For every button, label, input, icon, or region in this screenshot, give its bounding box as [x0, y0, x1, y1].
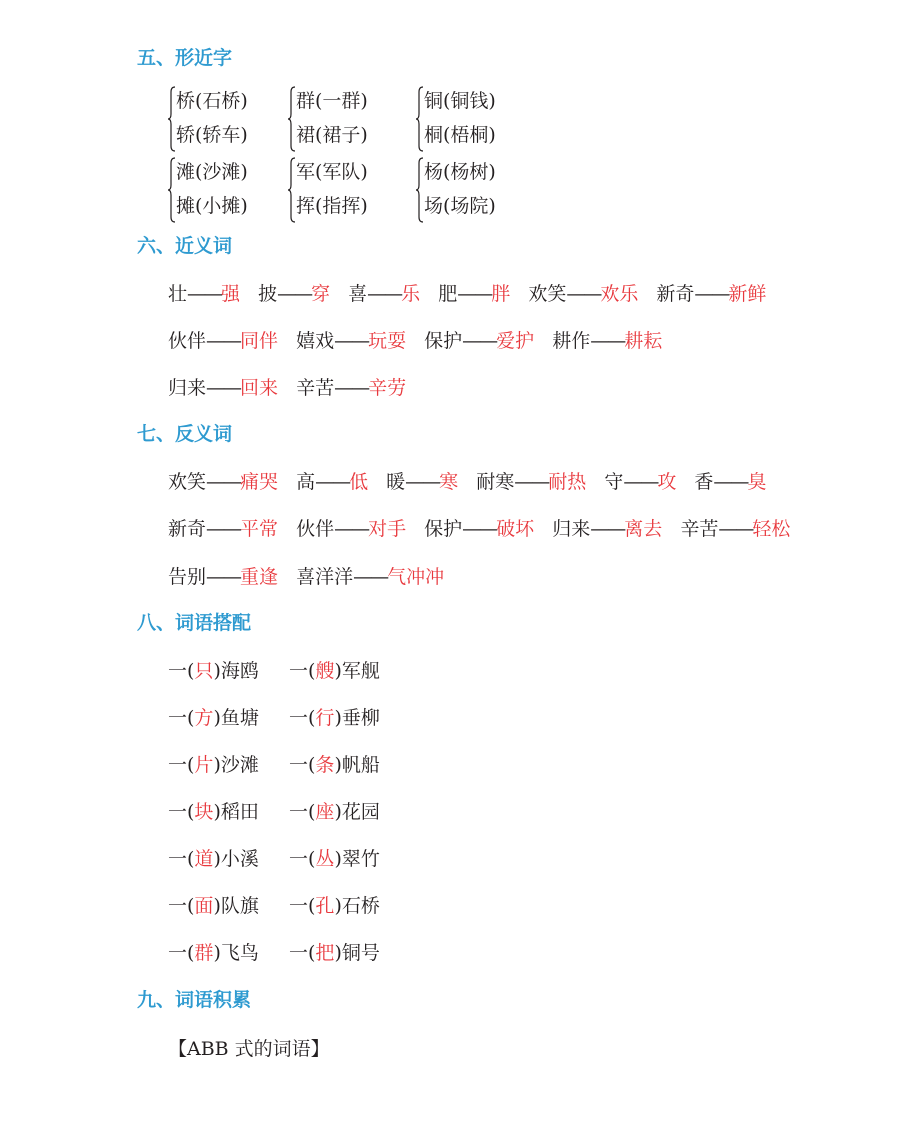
measure-phrase: 一(行)垂柳 — [289, 707, 380, 729]
answer: 胖 — [491, 283, 511, 305]
answer: 玩耍 — [368, 330, 407, 352]
matching-row — [168, 940, 380, 966]
answer: 片 — [194, 754, 214, 776]
word-pair: 欢笑——欢乐 — [528, 283, 639, 305]
answer: 气冲冲 — [387, 566, 445, 588]
bracket-icon — [416, 157, 424, 223]
measure-phrase: 一(面)队旗 — [168, 895, 259, 917]
answer: 欢乐 — [600, 283, 639, 305]
word-pair: 嬉戏——玩耍 — [296, 330, 407, 352]
synonym-row — [168, 281, 766, 307]
answer: 寒 — [439, 471, 459, 493]
measure-phrase: 一(孔)石桥 — [289, 895, 380, 917]
answer: 耕耘 — [624, 330, 663, 352]
answer: 爱护 — [496, 330, 535, 352]
answer: 辛劳 — [368, 377, 407, 399]
antonym-row — [168, 516, 790, 542]
section-title-similar-chars: 五、形近字 — [137, 47, 233, 69]
answer: 块 — [194, 801, 214, 823]
word-pair: 香——臭 — [694, 471, 767, 493]
answer: 耐热 — [548, 471, 587, 493]
answer: 平常 — [240, 518, 279, 540]
word-pair: 守——攻 — [604, 471, 677, 493]
measure-phrase: 一(只)海鸥 — [168, 660, 259, 682]
answer: 道 — [194, 848, 214, 870]
word-pair: 披——穿 — [258, 283, 331, 305]
synonym-row — [168, 328, 662, 354]
matching-row — [168, 799, 380, 825]
abb-subtitle: 【ABB 式的词语】 — [168, 1038, 330, 1060]
answer: 孔 — [315, 895, 335, 917]
similar-char-item: 杨(杨树) — [424, 161, 496, 183]
similar-char-item: 挥(指挥) — [296, 195, 368, 217]
similar-char-item: 群(一群) — [296, 90, 368, 112]
measure-phrase: 一(座)花园 — [289, 801, 380, 823]
measure-phrase: 一(群)飞鸟 — [168, 942, 259, 964]
word-pair: 归来——回来 — [168, 377, 279, 399]
answer: 重逢 — [240, 566, 279, 588]
similar-char-group — [288, 86, 408, 152]
answer: 攻 — [657, 471, 677, 493]
matching-row — [168, 893, 380, 919]
measure-phrase: 一(方)鱼塘 — [168, 707, 259, 729]
word-pair: 肥——胖 — [438, 283, 511, 305]
word-pair: 伙伴——对手 — [296, 518, 407, 540]
word-pair: 壮——强 — [168, 283, 241, 305]
matching-row — [168, 846, 380, 872]
word-pair: 高——低 — [296, 471, 369, 493]
similar-char-group — [168, 157, 288, 223]
section-title-synonyms: 六、近义词 — [137, 235, 233, 257]
word-pair: 伙伴——同伴 — [168, 330, 279, 352]
similar-char-item: 桥(石桥) — [176, 90, 248, 112]
answer: 低 — [349, 471, 369, 493]
similar-char-item: 滩(沙滩) — [176, 161, 248, 183]
word-pair: 归来——离去 — [552, 518, 663, 540]
similar-char-item: 轿(轿车) — [176, 124, 248, 146]
word-pair: 保护——破坏 — [424, 518, 535, 540]
measure-phrase: 一(艘)军舰 — [289, 660, 380, 682]
measure-phrase: 一(条)帆船 — [289, 754, 380, 776]
section-title-word-accumulation: 九、词语积累 — [137, 989, 252, 1011]
similar-char-group — [168, 86, 288, 152]
answer: 条 — [315, 754, 335, 776]
measure-phrase: 一(片)沙滩 — [168, 754, 259, 776]
similar-char-group — [416, 157, 536, 223]
similar-char-item: 裙(裙子) — [296, 124, 368, 146]
answer: 群 — [194, 942, 214, 964]
bracket-icon — [416, 86, 424, 152]
answer: 强 — [221, 283, 241, 305]
answer: 把 — [315, 942, 335, 964]
measure-phrase: 一(丛)翠竹 — [289, 848, 380, 870]
answer: 座 — [315, 801, 335, 823]
measure-phrase: 一(道)小溪 — [168, 848, 259, 870]
answer: 穿 — [311, 283, 331, 305]
word-pair: 辛苦——轻松 — [680, 518, 791, 540]
answer: 对手 — [368, 518, 407, 540]
bracket-icon — [168, 157, 176, 223]
word-pair: 新奇——平常 — [168, 518, 279, 540]
similar-char-item: 摊(小摊) — [176, 195, 248, 217]
antonym-row — [168, 564, 444, 590]
similar-char-item: 场(场院) — [424, 195, 496, 217]
word-pair: 喜洋洋——气冲冲 — [296, 566, 445, 588]
answer: 丛 — [315, 848, 335, 870]
word-pair: 辛苦——辛劳 — [296, 377, 407, 399]
similar-char-group — [288, 157, 408, 223]
answer: 方 — [194, 707, 214, 729]
similar-char-item: 军(军队) — [296, 161, 368, 183]
word-pair: 新奇——新鲜 — [656, 283, 767, 305]
word-pair: 暖——寒 — [386, 471, 459, 493]
bracket-icon — [288, 86, 296, 152]
answer: 轻松 — [752, 518, 791, 540]
answer: 臭 — [747, 471, 767, 493]
answer: 离去 — [624, 518, 663, 540]
similar-char-item: 铜(铜钱) — [424, 90, 496, 112]
similar-char-item: 桐(梧桐) — [424, 124, 496, 146]
answer: 回来 — [240, 377, 279, 399]
bracket-icon — [288, 157, 296, 223]
word-pair: 欢笑——痛哭 — [168, 471, 279, 493]
section-title-word-matching: 八、词语搭配 — [137, 612, 252, 634]
word-pair: 耐寒——耐热 — [476, 471, 587, 493]
answer: 痛哭 — [240, 471, 279, 493]
antonym-row — [168, 469, 766, 495]
answer: 面 — [194, 895, 214, 917]
measure-phrase: 一(块)稻田 — [168, 801, 259, 823]
answer: 破坏 — [496, 518, 535, 540]
word-pair: 耕作——耕耘 — [552, 330, 663, 352]
answer: 新鲜 — [728, 283, 767, 305]
answer: 行 — [315, 707, 335, 729]
matching-row — [168, 752, 380, 778]
word-pair: 告别——重逢 — [168, 566, 279, 588]
synonym-row — [168, 375, 406, 401]
word-pair: 保护——爱护 — [424, 330, 535, 352]
section-title-antonyms: 七、反义词 — [137, 423, 233, 445]
similar-char-group — [416, 86, 536, 152]
answer: 艘 — [315, 660, 335, 682]
answer: 同伴 — [240, 330, 279, 352]
measure-phrase: 一(把)铜号 — [289, 942, 380, 964]
matching-row — [168, 705, 380, 731]
matching-row — [168, 658, 380, 684]
answer: 只 — [194, 660, 214, 682]
bracket-icon — [168, 86, 176, 152]
word-pair: 喜——乐 — [348, 283, 421, 305]
answer: 乐 — [401, 283, 421, 305]
